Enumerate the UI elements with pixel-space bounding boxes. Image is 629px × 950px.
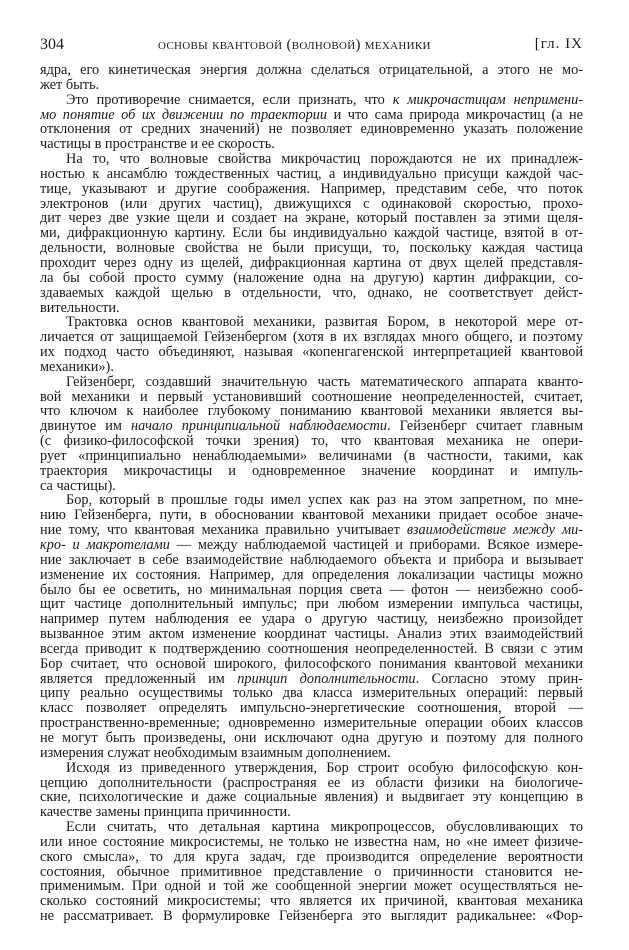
text-line <box>40 835 583 850</box>
text-segment: применимым. При одной и той же сообщенной энергии может осуществляться не- <box>40 879 583 895</box>
text-segment: было бы ее осветить, но минимальная порция света — фотон — неизбежно сооб- <box>40 582 583 598</box>
text-line <box>40 434 583 449</box>
text-segment: . Гейзенберг считает главным <box>387 419 583 435</box>
text-segment: Бор считает, что основой широкого, философского понимания квантовой механики <box>40 656 583 672</box>
text-segment: рует «принципиально ненаблюдаемыми» величинами (в частности, такими, как <box>40 448 583 464</box>
running-title: основы квантовой (волновой) механики <box>158 37 431 53</box>
text-segment: класс позволяет определять импульсно-энергетические соотношения, второй — <box>40 701 583 717</box>
text-segment: личается от защищаемой Гейзенбергом (хотя в их взглядах много общего, и поэтому <box>40 330 583 346</box>
text-line <box>40 182 583 197</box>
text-line <box>40 686 583 701</box>
text-segment: всегда приводит к подтверждению соотношения неопределенностей. В связи с этим <box>40 641 583 657</box>
text-segment: ла бы собой просто сумму (наложение одна на другую) картин дифракции, со- <box>40 270 583 286</box>
text-line <box>40 345 583 360</box>
text-segment: ские, психологические и даже социальные явления) и выдвигает эту концепцию в <box>40 790 583 806</box>
text-segment: что ключом к наиболее глубокому пониманию квантовой механики является вы- <box>40 404 583 420</box>
text-line <box>40 657 583 672</box>
text-line <box>40 330 583 345</box>
text-segment: не могут быть произведены, они исключают одна другую и поэтому для полного <box>40 730 583 746</box>
text-line <box>40 701 583 716</box>
text-line <box>40 375 583 390</box>
text-segment: ядра, его кинетическая энергия должна сделаться отрицательной, а этого не мо- <box>40 63 583 78</box>
text-line <box>40 152 583 167</box>
text-line <box>40 271 583 286</box>
text-line <box>40 731 583 746</box>
text-line <box>40 761 583 776</box>
text-line <box>40 805 583 820</box>
text-segment: отклонения от средних значений) не позволяет единовременно указать положение <box>40 122 583 138</box>
text-segment: ностью к ансамблю тождественных частиц, а индивидуально присущи каждой час- <box>40 166 583 182</box>
text-line <box>40 642 583 657</box>
text-line <box>40 746 583 761</box>
text-segment: не рассматривает. В формулировке Гейзенберга это выглядит радикальнее: «Фор- <box>40 909 583 924</box>
text-segment: Исходя из приведенного утверждения, Бор строит особую философскую кон- <box>66 760 583 776</box>
text-line <box>40 553 583 568</box>
text-line <box>40 716 583 731</box>
text-segment: ми, дифракционную картину. Если бы индивидуально каждой частице, взятой в от- <box>40 226 583 242</box>
page-body-text <box>40 63 583 924</box>
text-segment: изменение их состояния. Например, для определения локализации частицы можно <box>40 567 583 583</box>
emphasized-text: к микрочастицам непримени- <box>392 92 583 108</box>
emphasized-text: взаимодействие между ми- <box>406 523 583 538</box>
text-segment: дит через две узкие щели и создает на экране, который поставлен за этими щеля- <box>40 211 583 227</box>
text-line <box>40 612 583 627</box>
text-segment: — между наблюдаемой частицей и приборами. Всякое измере- <box>169 538 583 553</box>
text-segment: проходит через одну из щелей, дифракционная картина от двух щелей представля- <box>40 255 583 271</box>
text-segment: состояния, обычное примитивное представление о причинности становится не- <box>40 864 583 880</box>
text-line <box>40 286 583 301</box>
text-line <box>40 909 583 924</box>
text-line <box>40 93 583 108</box>
text-line <box>40 523 583 538</box>
text-segment: ского смысла», то для круга задач, где производится определение вероятности <box>40 849 583 865</box>
text-segment: Это противоречие снимается, если признать, что <box>66 92 393 108</box>
chapter-label: [гл. IX <box>534 36 583 52</box>
text-line <box>40 315 583 330</box>
text-line <box>40 865 583 880</box>
text-segment: вительности. <box>40 300 120 316</box>
text-segment: са частицы). <box>40 478 116 494</box>
text-line <box>40 464 583 479</box>
text-segment: Гейзенберг, создавший значительную часть математического аппарата кванто- <box>66 374 583 390</box>
text-line <box>40 850 583 865</box>
text-line <box>40 211 583 226</box>
page-number: 304 <box>40 36 64 53</box>
text-line <box>40 479 583 494</box>
text-line <box>40 627 583 642</box>
text-line <box>40 776 583 791</box>
text-segment: их подход часто объединяют, называя «копенгагенской интерпретацией квантовой <box>40 345 583 360</box>
text-segment: двинутое им <box>40 419 132 435</box>
text-segment: цепцию дополнительности (распространяя ее из области физики на биологиче- <box>40 775 583 791</box>
text-line <box>40 197 583 212</box>
text-segment: или иное состояние микросистемы, не только не известна нам, но «не имеет физиче- <box>40 834 583 850</box>
text-line <box>40 122 583 137</box>
emphasized-text: кро- и макротелами <box>40 538 170 553</box>
text-segment: жет быть. <box>40 77 100 93</box>
text-line <box>40 568 583 583</box>
text-line <box>40 63 583 78</box>
text-line <box>40 879 583 894</box>
text-line <box>40 820 583 835</box>
text-segment: нию Гейзенберга, пути, в обосновании квантовой механики придает особое значе- <box>40 508 583 524</box>
text-line <box>40 508 583 523</box>
emphasized-text: начало принципиальной наблюдаемости <box>131 419 388 435</box>
text-segment: дельности, волновые свойства не были присущи, то, поскольку каждая частица <box>40 241 583 256</box>
text-line <box>40 404 583 419</box>
text-segment: ципу реально осуществимы только два класса измерительных операций: первый <box>40 686 583 702</box>
text-segment: (с физико-философской точки зрения) то, что квантовая механика не опери- <box>40 434 583 449</box>
text-segment: Если считать, что детальная картина микропроцессов, обусловливающих то <box>66 820 583 835</box>
text-line <box>40 894 583 909</box>
text-line <box>40 538 583 553</box>
text-line <box>40 419 583 434</box>
text-line <box>40 583 583 598</box>
running-header <box>40 36 583 56</box>
text-segment: . Согласно этому прин- <box>415 671 583 687</box>
emphasized-text: мо понятие об их движении по траектории <box>40 107 328 123</box>
text-segment: вой механики и первый установивший соотношение неопределенностей, считает, <box>40 389 583 405</box>
text-line <box>40 137 583 152</box>
text-segment: пространственно-временные; одновременно измерительные операции обоих классов <box>40 716 583 731</box>
text-segment: частицы в пространстве и ее скорость. <box>40 137 275 153</box>
text-line <box>40 390 583 405</box>
text-segment: механики»). <box>40 359 114 375</box>
text-segment: тице, указывают и другие соображения. Например, представим себе, что поток <box>40 181 583 197</box>
text-segment: является предложенный им <box>40 671 238 687</box>
emphasized-text: принцип дополнительности <box>237 671 416 687</box>
text-line <box>40 241 583 256</box>
text-segment: ние заключает в себе взаимодействие наблюдаемого объекта и прибора и вызывает <box>40 552 583 568</box>
text-segment: например путем наблюдения ее удара о другую частицу, неизбежно произойдет <box>40 612 583 628</box>
text-line <box>40 449 583 464</box>
text-line <box>40 167 583 182</box>
text-line <box>40 108 583 123</box>
text-segment: качестве замены принципа причинности. <box>40 805 291 821</box>
text-segment: ние тому, что квантовая механика правильно учитывает <box>40 523 407 538</box>
text-line <box>40 78 583 93</box>
text-segment: щит частице дополнительный импульс; при любом измерении импульса частицы, <box>40 597 583 613</box>
text-segment: здаваемых каждой щелью в отдельности, что, однако, не соответствует дейст- <box>40 285 583 301</box>
text-line <box>40 672 583 687</box>
text-line <box>40 493 583 508</box>
text-segment: измерения служат необходимым взаимным дополнением. <box>40 745 391 761</box>
text-segment: вызванное этим актом изменение координат частицы. Анализ этих взаимодействий <box>40 627 583 642</box>
text-segment: траектория микрочастицы и одновременное значение координат и импуль- <box>40 463 583 479</box>
text-line <box>40 226 583 241</box>
text-line <box>40 256 583 271</box>
text-line <box>40 597 583 612</box>
text-segment: Бор, который в прошлые годы имел успех как раз на этом запретном, по мне- <box>66 493 583 509</box>
text-segment: На то, что волновые свойства микрочастиц порождаются не их принадлеж- <box>66 152 583 167</box>
text-line <box>40 790 583 805</box>
text-line <box>40 301 583 316</box>
text-segment: и что сама природа микрочастиц (а не <box>327 107 583 123</box>
text-line <box>40 360 583 375</box>
text-segment: электронов (или других частиц), движущихся с одинаковой скоростью, прохо- <box>40 196 583 212</box>
text-segment: сколько состояний микросистемы; что́ является их причиной, квантовая механика <box>40 894 583 910</box>
text-segment: Трактовка основ квантовой механики, развитая Бором, в некоторой мере от- <box>66 315 583 331</box>
